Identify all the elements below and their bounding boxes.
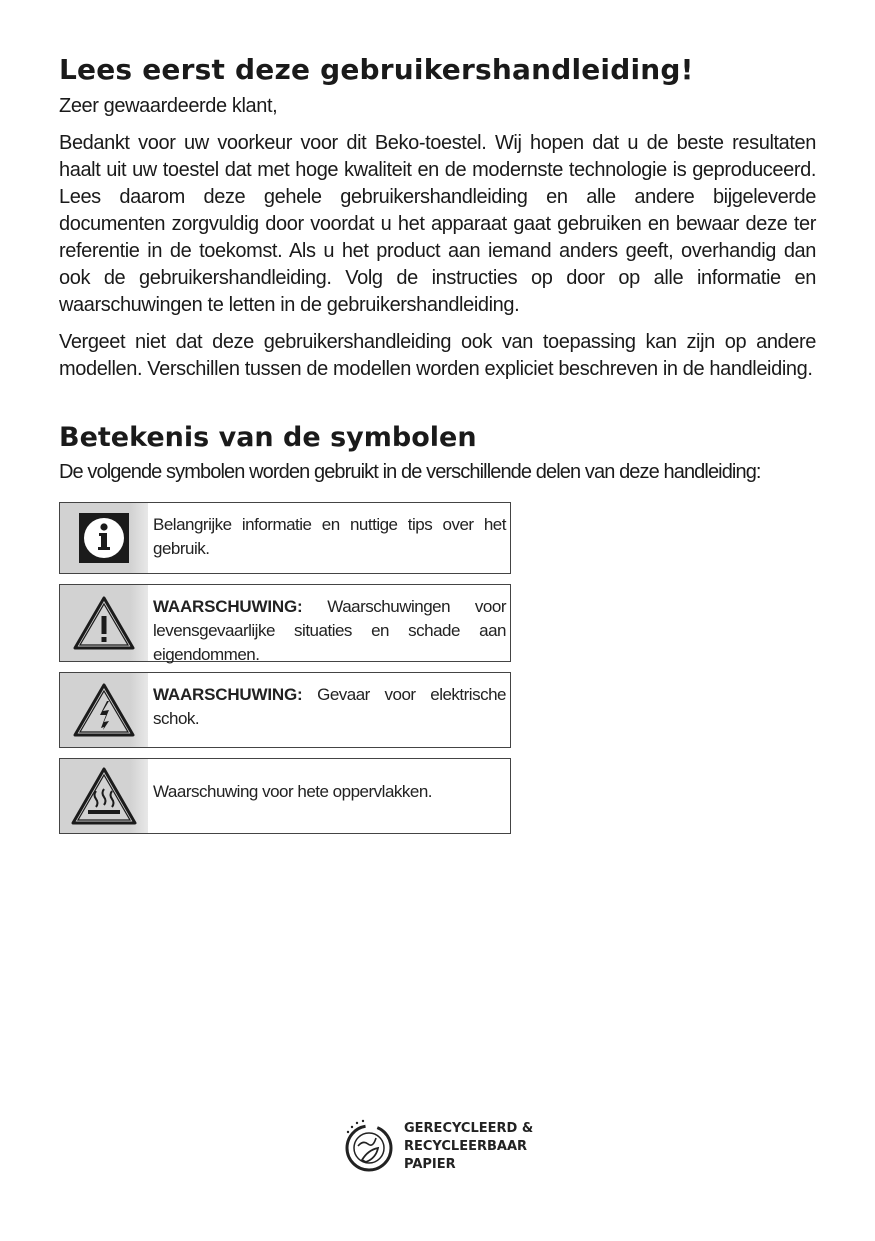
- recycled-paper-label: GERECYCLEERD & RECYCLEERBAAR PAPIER: [404, 1121, 534, 1172]
- info-icon: [60, 503, 148, 573]
- page-title: Lees eerst deze gebruikershandleiding!: [59, 53, 694, 86]
- manual-page: [59, 52, 816, 844]
- models-paragraph: Vergeet niet dat deze gebruikershandleiding ook van toepassing kan zijn op andere modellen. Verschillen tussen de modellen worden expliciet beschreven in de handleiding.: [59, 331, 816, 380]
- symbol-description: Waarschuwing voor hete oppervlakken.: [153, 782, 433, 801]
- symbols-intro: De volgende symbolen worden gebruikt in de verschillende delen van deze handleiding:: [59, 461, 761, 483]
- symbols-table: [59, 502, 511, 834]
- section-title-symbols: Betekenis van de symbolen: [59, 422, 477, 453]
- hot-surface-icon: [60, 759, 148, 833]
- intro-paragraph: Bedankt voor uw voorkeur voor dit Beko-toestel. Wij hopen dat u de beste resultaten haalt uit uw toestel dat met hoge kwaliteit en de modernste technologie is geproduceerd. Lees daarom deze gehele gebruikershandleiding en alle andere bijgeleverde documenten zorgvuldig door voordat u het apparaat gaat gebruiken en bewaar deze ter referentie in de toekomst. Als u het product aan iemand anders geeft, overhandig dan ook de gebruikershandleiding. Volg de instructies op door op alle informatie en waarschuwingen te letten in de gebruikershandleiding.: [59, 132, 816, 316]
- greeting: Zeer gewaardeerde klant,: [59, 95, 278, 117]
- symbol-description: Belangrijke informatie en nuttige tips over het gebruik.: [153, 515, 506, 558]
- symbol-row-hot-surface: [59, 758, 511, 834]
- symbol-row-info: [59, 502, 511, 574]
- symbol-row-electric-shock: [59, 672, 511, 748]
- warning-icon: [60, 585, 148, 661]
- symbol-description: WAARSCHUWING: Gevaar voor elektrische schok.: [153, 685, 506, 728]
- electric-shock-icon: [60, 673, 148, 747]
- recycled-paper-icon: [340, 1118, 398, 1176]
- symbol-description: WAARSCHUWING: Waarschuwingen voor levensgevaarlijke situaties en schade aan eigendommen.: [153, 597, 506, 664]
- symbol-row-warning: [59, 584, 511, 662]
- recycled-paper-logo: [340, 1118, 533, 1176]
